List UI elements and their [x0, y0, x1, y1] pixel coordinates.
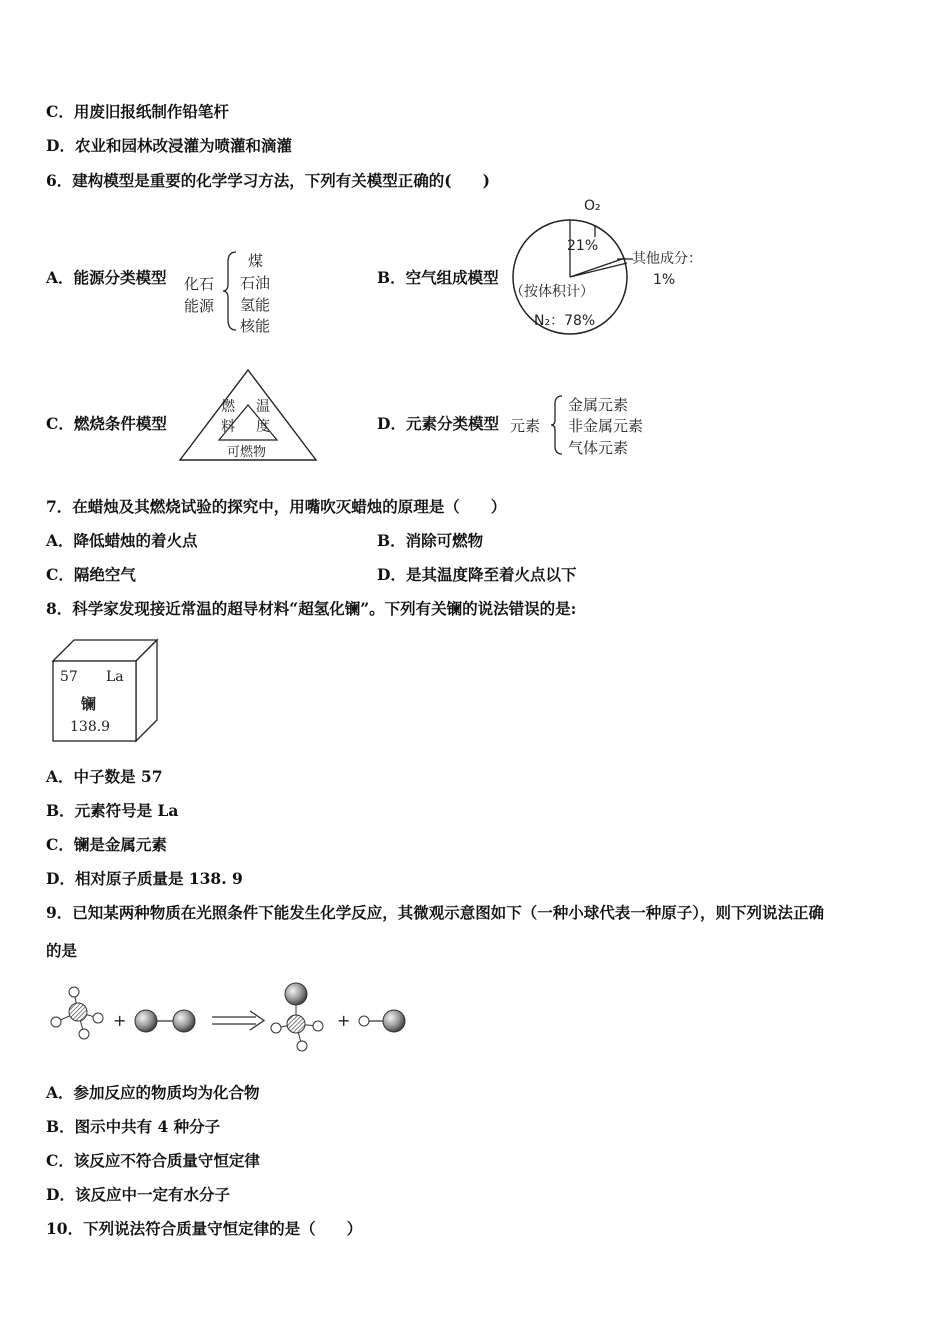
q7-option-d: D．是其温度降至着火点以下	[377, 565, 577, 584]
q9-option-b: B．图示中共有 4 种分子	[46, 1117, 221, 1136]
energy-item-oil: 石油	[240, 274, 271, 292]
q7-option-c: C．隔绝空气	[46, 565, 136, 584]
combustion-combustible-label: 可燃物	[227, 445, 267, 460]
reactant-molecule-2	[135, 1010, 195, 1032]
q6-stem: 6．建构模型是重要的化学学习方法，下列有关模型正确的( )	[46, 171, 490, 190]
reaction-diagram	[46, 978, 416, 1058]
q6-option-b-label: B．空气组成模型	[377, 268, 499, 287]
q9-stem-line1: 9．已知某两种物质在光照条件下能发生化学反应，其微观示意图如下（一种小球代表一种原子），则下列说法正确	[46, 903, 825, 922]
energy-item-coal: 煤	[248, 252, 264, 270]
q5-option-c: C．用废旧报纸制作铅笔杆	[46, 102, 229, 121]
q8-option-d: D．相对原子质量是 138. 9	[46, 869, 243, 888]
q7-option-b: B．消除可燃物	[377, 531, 484, 550]
q5-option-d: D．农业和园林改浸灌为喷灌和滴灌	[46, 136, 292, 155]
air-other-percent: 1%	[653, 272, 676, 288]
q9-stem-line2: 的是	[46, 941, 78, 960]
air-n2-label: N₂：78%	[534, 313, 596, 329]
q8-option-b: B．元素符号是 La	[46, 801, 179, 820]
element-brace	[550, 394, 564, 456]
q9-option-d: D．该反应中一定有水分子	[46, 1185, 230, 1204]
element-cell-number: 57	[60, 669, 78, 685]
energy-item-nuclear: 核能	[240, 317, 271, 335]
product-molecule-2	[359, 1010, 405, 1032]
q7-option-a: A．降低蜡烛的着火点	[46, 531, 198, 550]
element-group-label: 元素	[510, 417, 541, 435]
combustion-temperature-label: 温 度	[256, 399, 270, 435]
q9-option-a: A．参加反应的物质均为化合物	[46, 1083, 260, 1102]
element-cell-mass: 138.9	[70, 719, 111, 735]
q8-option-c: C．镧是金属元素	[46, 835, 167, 854]
reaction-arrow	[212, 1011, 264, 1030]
element-item-nonmetal: 非金属元素	[568, 417, 644, 435]
product-molecule-1	[271, 983, 323, 1051]
energy-brace	[222, 250, 238, 332]
combustion-fuel-label: 燃 料	[221, 399, 235, 435]
element-item-gas: 气体元素	[568, 439, 629, 457]
q9-option-c: C．该反应不符合质量守恒定律	[46, 1151, 260, 1170]
q8-option-a: A．中子数是 57	[46, 767, 163, 786]
reactant-molecule-1	[51, 987, 103, 1039]
energy-item-hydrogen: 氢能	[240, 296, 271, 314]
air-o2-label: O₂	[584, 198, 601, 214]
q10-stem: 10．下列说法符合质量守恒定律的是（ ）	[46, 1219, 363, 1238]
q8-stem: 8．科学家发现接近常温的超导材料“超氢化镧”。下列有关镧的说法错误的是:	[46, 599, 577, 618]
reaction-plus-2: +	[337, 1011, 351, 1030]
q6-option-a-label: A．能源分类模型	[46, 268, 167, 287]
element-cell-symbol: La	[106, 669, 124, 685]
reaction-plus-1: +	[113, 1011, 127, 1030]
energy-group-line2: 能源	[184, 297, 215, 315]
element-cell-name: 镧	[81, 695, 97, 713]
element-item-metal: 金属元素	[568, 396, 629, 414]
q6-option-c-label: C．燃烧条件模型	[46, 414, 167, 433]
energy-group-line1: 化石	[184, 275, 215, 293]
q7-stem: 7．在蜡烛及其燃烧试验的探究中，用嘴吹灭蜡烛的原理是（ ）	[46, 497, 507, 516]
air-volume-note: （按体积计）	[510, 284, 594, 300]
air-other-label: 其他成分：	[632, 251, 702, 267]
q6-option-d-label: D．元素分类模型	[377, 414, 499, 433]
air-o2-percent: 21%	[567, 238, 599, 254]
